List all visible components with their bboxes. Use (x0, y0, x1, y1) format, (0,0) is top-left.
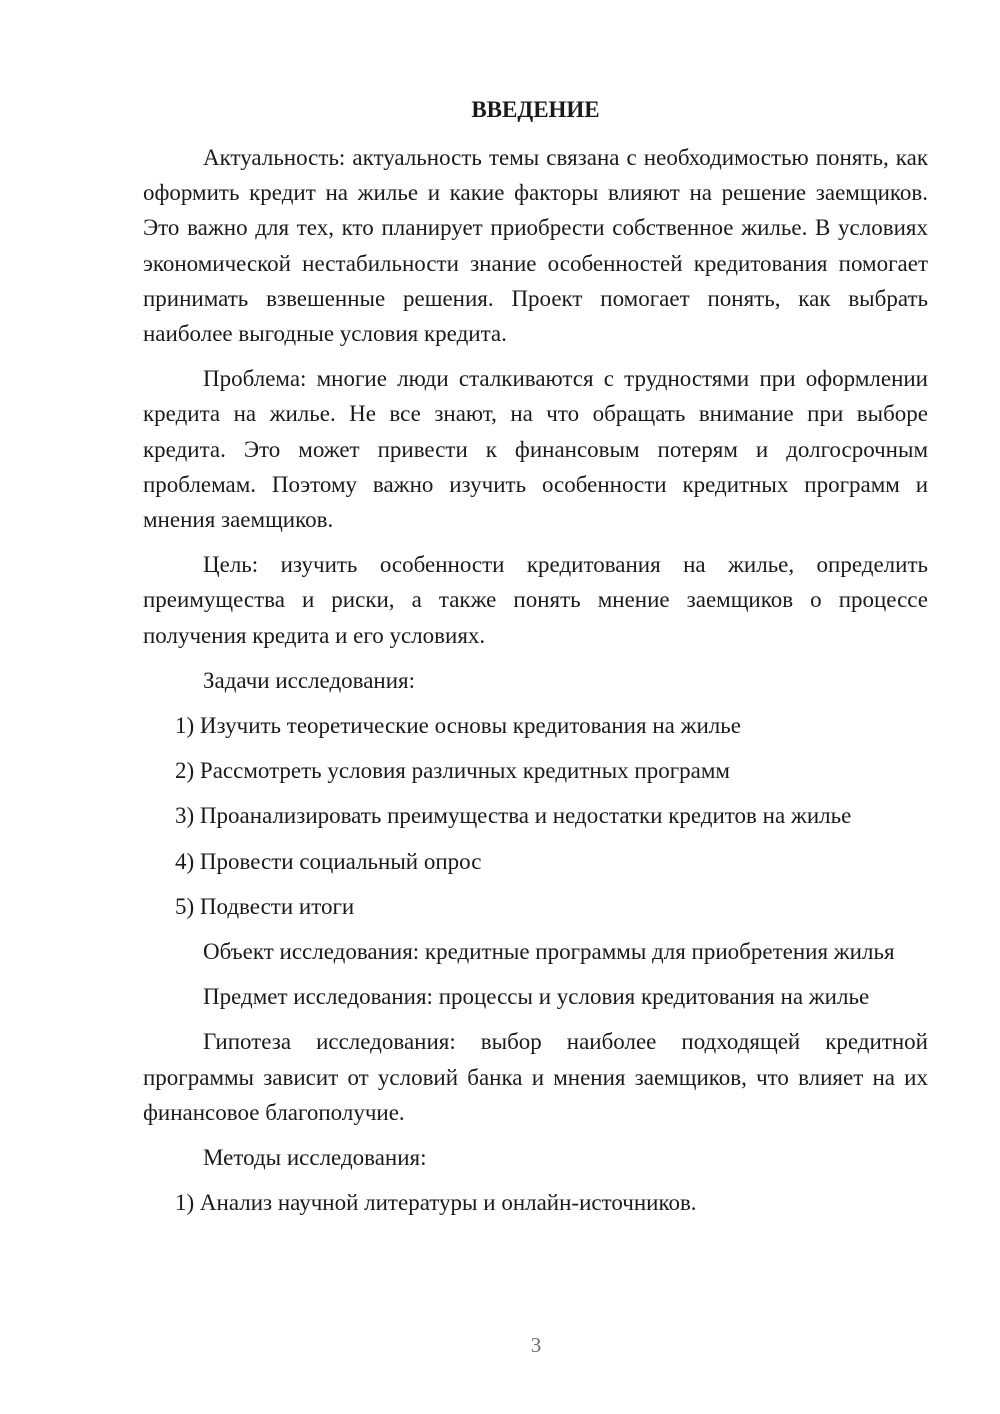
goal-paragraph: Цель: изучить особенности кредитования на жилье, определить преимущества и риски, а также понять мнение заемщиков о процессе получения кредита и его условиях. (143, 552, 928, 648)
tasks-heading: Задачи исследования: (203, 667, 416, 693)
task-item: 4) Провести социальный опрос (175, 848, 482, 874)
hypothesis-paragraph: Гипотеза исследования: выбор наиболее подходящей кредитной программы зависит от условий банка и мнения заемщиков, что влияет на их финансовое благополучие. (143, 1029, 928, 1125)
problem-paragraph: Проблема: многие люди сталкиваются с трудностями при оформлении кредита на жилье. Не все знают, на что обращать внимание при выборе кредита. Это может привести к финансовым потерям и долгосрочным проблемам. Поэтому важно изучить особенности кредитных программ и мнения заемщиков. (143, 366, 928, 533)
task-item: 1) Изучить теоретические основы кредитования на жилье (175, 713, 741, 739)
task-item: 2) Рассмотреть условия различных кредитных программ (175, 758, 730, 784)
task-item: 5) Подвести итоги (175, 893, 355, 919)
subject-paragraph: Предмет исследования: процессы и условия кредитования на жилье (203, 984, 870, 1010)
relevance-paragraph: Актуальность: актуальность темы связана с необходимостью понять, как оформить кредит на жилье и какие факторы влияют на решение заемщиков. Это важно для тех, кто планирует приобрести собственное жилье. В условиях экономической нестабильности знание особенностей кредитования помогает принимать взвешенные решения. Проект помогает понять, как выбрать наиболее выгодные условия кредита. (143, 145, 928, 347)
page-title: ВВЕДЕНИЕ (471, 97, 600, 122)
page-content (143, 92, 928, 1230)
object-paragraph: Объект исследования: кредитные программы для приобретения жилья (203, 939, 895, 965)
page-number: 3 (530, 1333, 542, 1357)
methods-heading: Методы исследования: (203, 1145, 427, 1171)
task-item: 3) Проанализировать преимущества и недостатки кредитов на жилье (175, 803, 852, 829)
method-item: 1) Анализ научной литературы и онлайн-источников. (175, 1190, 697, 1216)
